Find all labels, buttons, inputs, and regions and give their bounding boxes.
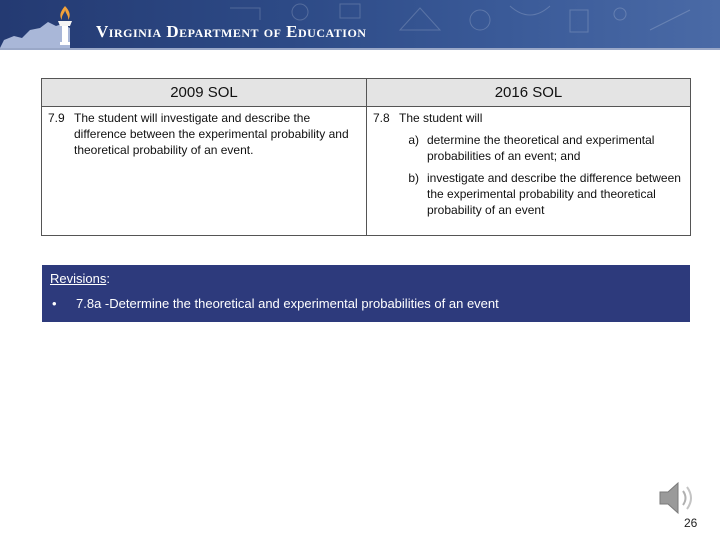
column-heading-2009: 2009 SOL — [42, 79, 367, 107]
item-label: a) — [408, 133, 419, 147]
item-text: determine the theoretical and experimental probabilities of an event; and — [427, 133, 655, 163]
revisions-colon: : — [106, 271, 110, 286]
sol-2016-standard — [373, 110, 684, 126]
speaker-icon[interactable] — [656, 478, 696, 518]
standard-number: 7.9 — [48, 111, 65, 125]
sol-2016-cell — [367, 107, 691, 236]
standard-text: The student will investigate and describe the difference between the experimental probability and theoretical probability of an event. — [74, 111, 349, 157]
page-number: 26 — [684, 516, 698, 530]
torch-icon — [52, 4, 78, 46]
bullet-icon: • — [52, 296, 57, 311]
item-text: investigate and describe the difference between the experimental probability and theoretical probability of an event — [427, 171, 681, 217]
list-item — [373, 132, 684, 164]
sol-2009-cell — [42, 107, 367, 236]
revision-text: 7.8a -Determine the theoretical and experimental probabilities of an event — [76, 296, 499, 311]
header-title: Virginia Department of Education — [96, 22, 367, 41]
column-heading-2016: 2016 SOL — [367, 79, 691, 107]
standard-number: 7.8 — [373, 111, 390, 125]
list-item — [50, 296, 682, 311]
table-header-row — [42, 79, 691, 107]
sol-2009-standard — [48, 110, 360, 158]
item-label: b) — [408, 171, 419, 185]
header-banner — [0, 0, 720, 48]
header-rule — [0, 48, 720, 50]
standard-intro: The student will — [399, 111, 483, 125]
revisions-box — [42, 265, 690, 322]
table-row — [42, 107, 691, 236]
list-item — [373, 170, 684, 218]
sol-comparison-table — [41, 78, 691, 236]
revisions-title: Revisions — [50, 271, 107, 286]
